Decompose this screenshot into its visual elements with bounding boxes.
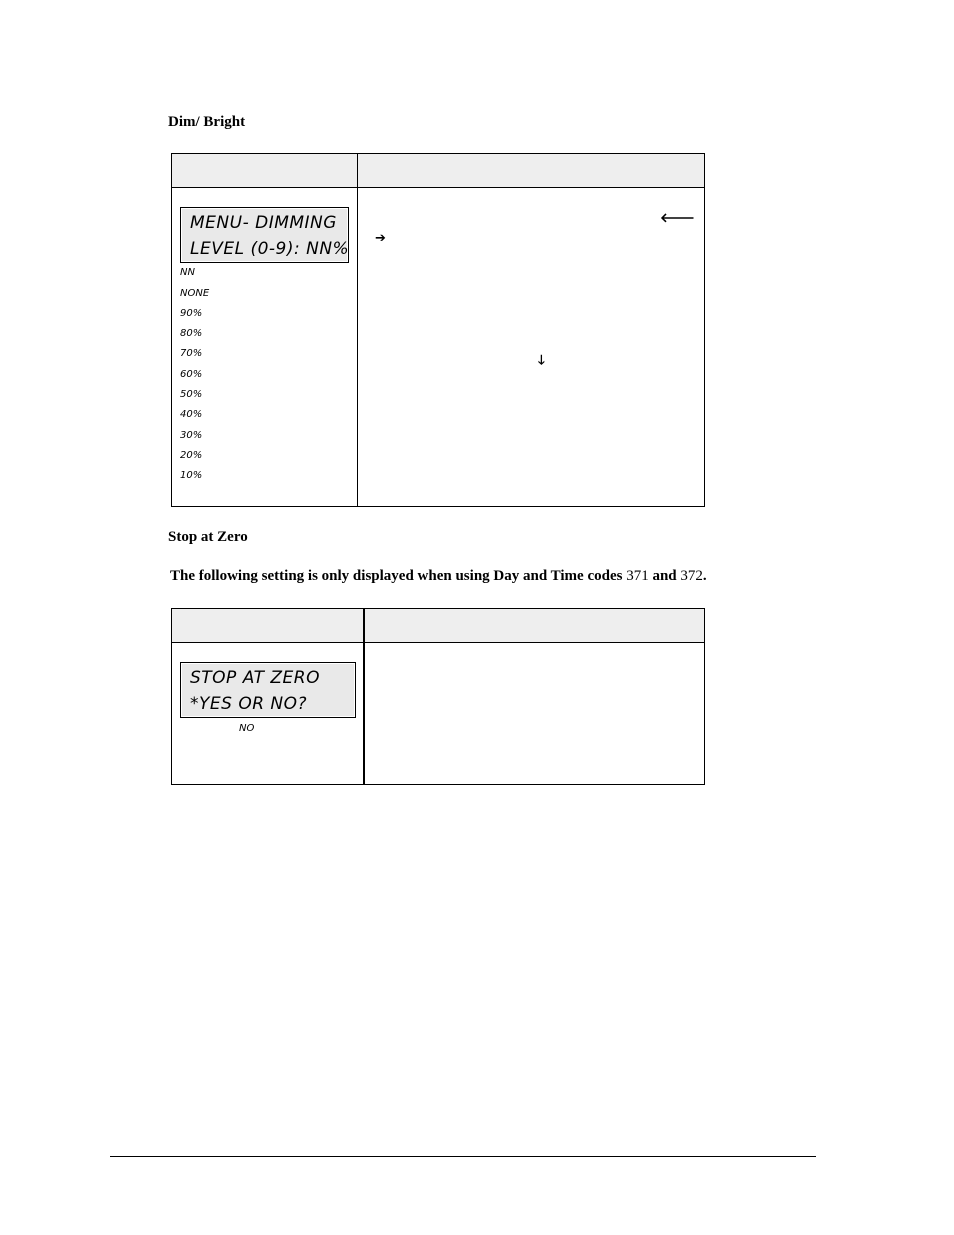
table-header-row bbox=[172, 154, 704, 188]
arrow-right-icon: ➔ bbox=[375, 231, 386, 246]
note-text-3: . bbox=[702, 568, 707, 584]
option-item: 10% bbox=[180, 470, 203, 481]
codes-note bbox=[170, 568, 707, 585]
section-heading-stop-at-zero: Stop at Zero bbox=[168, 529, 248, 545]
option-item: 30% bbox=[180, 430, 203, 441]
option-item: 60% bbox=[180, 369, 203, 380]
option-item: 40% bbox=[180, 409, 203, 420]
lcd-display-stop-at-zero bbox=[180, 662, 356, 718]
note-text-1: The following setting is only displayed when using Day and Time codes bbox=[170, 568, 627, 584]
arrow-left-icon: 🡐 bbox=[660, 211, 695, 226]
note-code-372: 372 bbox=[680, 568, 703, 584]
column-divider bbox=[363, 609, 365, 784]
option-item: 80% bbox=[180, 328, 203, 339]
option-item: 50% bbox=[180, 389, 203, 400]
arrow-down-icon: 🡓 bbox=[538, 353, 545, 368]
option-item: 90% bbox=[180, 308, 203, 319]
dim-bright-table bbox=[171, 153, 705, 507]
table-header-row bbox=[172, 609, 704, 643]
option-item: 70% bbox=[180, 348, 203, 359]
option-item: NO bbox=[239, 723, 255, 734]
option-item: NN bbox=[180, 267, 195, 278]
lcd-line-2: LEVEL (0-9): NN% bbox=[190, 239, 350, 259]
note-code-371: 371 bbox=[626, 568, 649, 584]
stop-at-zero-table bbox=[171, 608, 705, 785]
column-divider bbox=[357, 154, 358, 506]
section-heading-dim-bright: Dim/ Bright bbox=[168, 114, 246, 130]
option-item: NONE bbox=[180, 288, 210, 299]
lcd-display-dimming bbox=[180, 207, 349, 263]
lcd-line-1: MENU- DIMMING bbox=[190, 213, 337, 233]
footer-rule bbox=[110, 1156, 816, 1157]
note-text-2: and bbox=[648, 568, 681, 584]
lcd-line-2: *YES OR NO? bbox=[190, 694, 308, 714]
option-item: 20% bbox=[180, 450, 203, 461]
lcd-line-1: STOP AT ZERO bbox=[190, 668, 320, 688]
